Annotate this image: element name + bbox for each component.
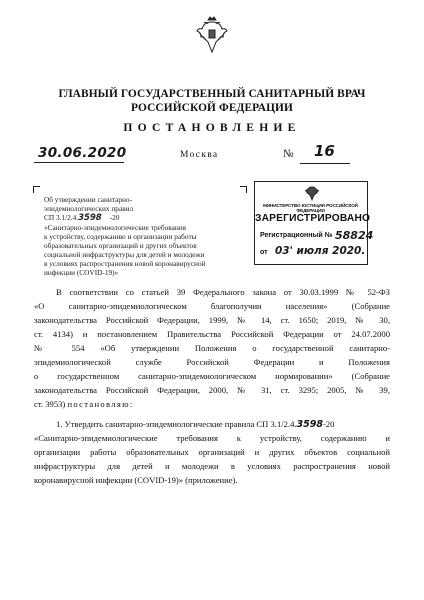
subject-bracket-left [33, 186, 40, 193]
issuer-title-line1: ГЛАВНЫЙ ГОСУДАРСТВЕННЫЙ САНИТАРНЫЙ ВРАЧ [58, 88, 366, 100]
item1-prefix: 1. Утвердить санитарно-эпидемиологические правила СП 3.1/2.4. [56, 419, 297, 429]
registration-stamp [254, 181, 374, 265]
body-line [34, 398, 390, 412]
date-underline [34, 162, 124, 163]
subject-line [44, 213, 254, 223]
subject-line: к устройству, содержанию и организации работы [44, 232, 197, 241]
stamp-from-label: от [260, 249, 268, 256]
document-type: ПОСТАНОВЛЕНИЕ [123, 121, 301, 134]
subject-line: Об утверждении санитарно- [44, 195, 132, 204]
issuer-title-line2: РОССИЙСКОЙ ФЕДЕРАЦИИ [131, 102, 293, 114]
document-date: 30.06.2020 [38, 145, 127, 161]
body-line: В соответствии со статьей 39 Федерального закона от 30.03.1999 № 52-ФЗ [56, 287, 390, 297]
coat-of-arms-icon [305, 184, 319, 202]
stamp-reg-number-label: Регистрационный № [260, 232, 333, 239]
subject-bracket-right [240, 186, 247, 193]
number-underline [300, 163, 350, 164]
number-sign: № [283, 148, 294, 160]
subject-rule-number: 3598 [78, 213, 102, 223]
stamp-date: 03' июля 2020. [275, 245, 366, 257]
stamp-reg-number: 58824 [335, 229, 374, 242]
body-line: коронавирусной инфекции (COVID-19)» (приложение). [34, 475, 238, 485]
body-line: о государственном санитарно-эпидемиологическом нормировании» (Собрание [34, 371, 390, 381]
subject-line: образовательных организаций и других объектов [44, 241, 197, 250]
city: Москва [180, 150, 219, 160]
subject-rule-prefix: СП 3.1/2.4. [44, 213, 79, 222]
body-line: «Санитарно-эпидемиологические требования к устройству, содержанию и [34, 433, 390, 443]
stamp-registered: ЗАРЕГИСТРИРОВАНО [255, 213, 371, 224]
body-line: «О санитарно-эпидемиологическом благополучии населения» (Собрание [34, 301, 390, 311]
subject-line: социальной инфраструктуры для детей и молодежи [44, 250, 205, 259]
subject-line: в условиях распространения новой коронавирусной [44, 259, 206, 268]
resolve-word: постановляю: [67, 399, 134, 409]
subject-line: «Санитарно-эпидемиологические требования [44, 223, 186, 232]
stamp-ministry: МИНИСТЕРСТВО ЮСТИЦИИ РОССИЙСКОЙ ФЕДЕРАЦИИ [263, 203, 358, 213]
subject-line: инфекции (COVID-19)» [44, 268, 119, 277]
body-line: ст. 4134) и постановлением Правительства Российской Федерации от 24.07.2000 [34, 329, 390, 339]
item1-rule-suffix: -20 [322, 419, 335, 429]
body-line: законодательства Российской Федерации, 2000, № 31, ст. 3295; 2005, № 39, [34, 385, 390, 395]
body-line: эпидемиологической службе Российской Федерации и Положения [34, 357, 390, 367]
subject-rule-suffix: -20 [109, 213, 120, 222]
body-line: № 554 «Об утверждении Положения о государственной санитарно- [34, 343, 390, 353]
coat-of-arms-icon [196, 16, 228, 56]
subject-line: эпидемиологических правил [44, 204, 134, 213]
body-line-end: ст. 3953) [34, 399, 66, 409]
body-line: инфраструктуры для детей и молодежи в условиях распространения новой [34, 461, 390, 471]
document-number: 16 [314, 142, 335, 160]
body-line: организации работы образовательных организаций и других объектов социальной [34, 447, 390, 457]
item1-rule-number: 3598 [296, 419, 323, 430]
item1-line [56, 418, 390, 432]
body-line: законодательства Российской Федерации, 1999, № 14, ст. 1650; 2019, № 30, [34, 315, 390, 325]
